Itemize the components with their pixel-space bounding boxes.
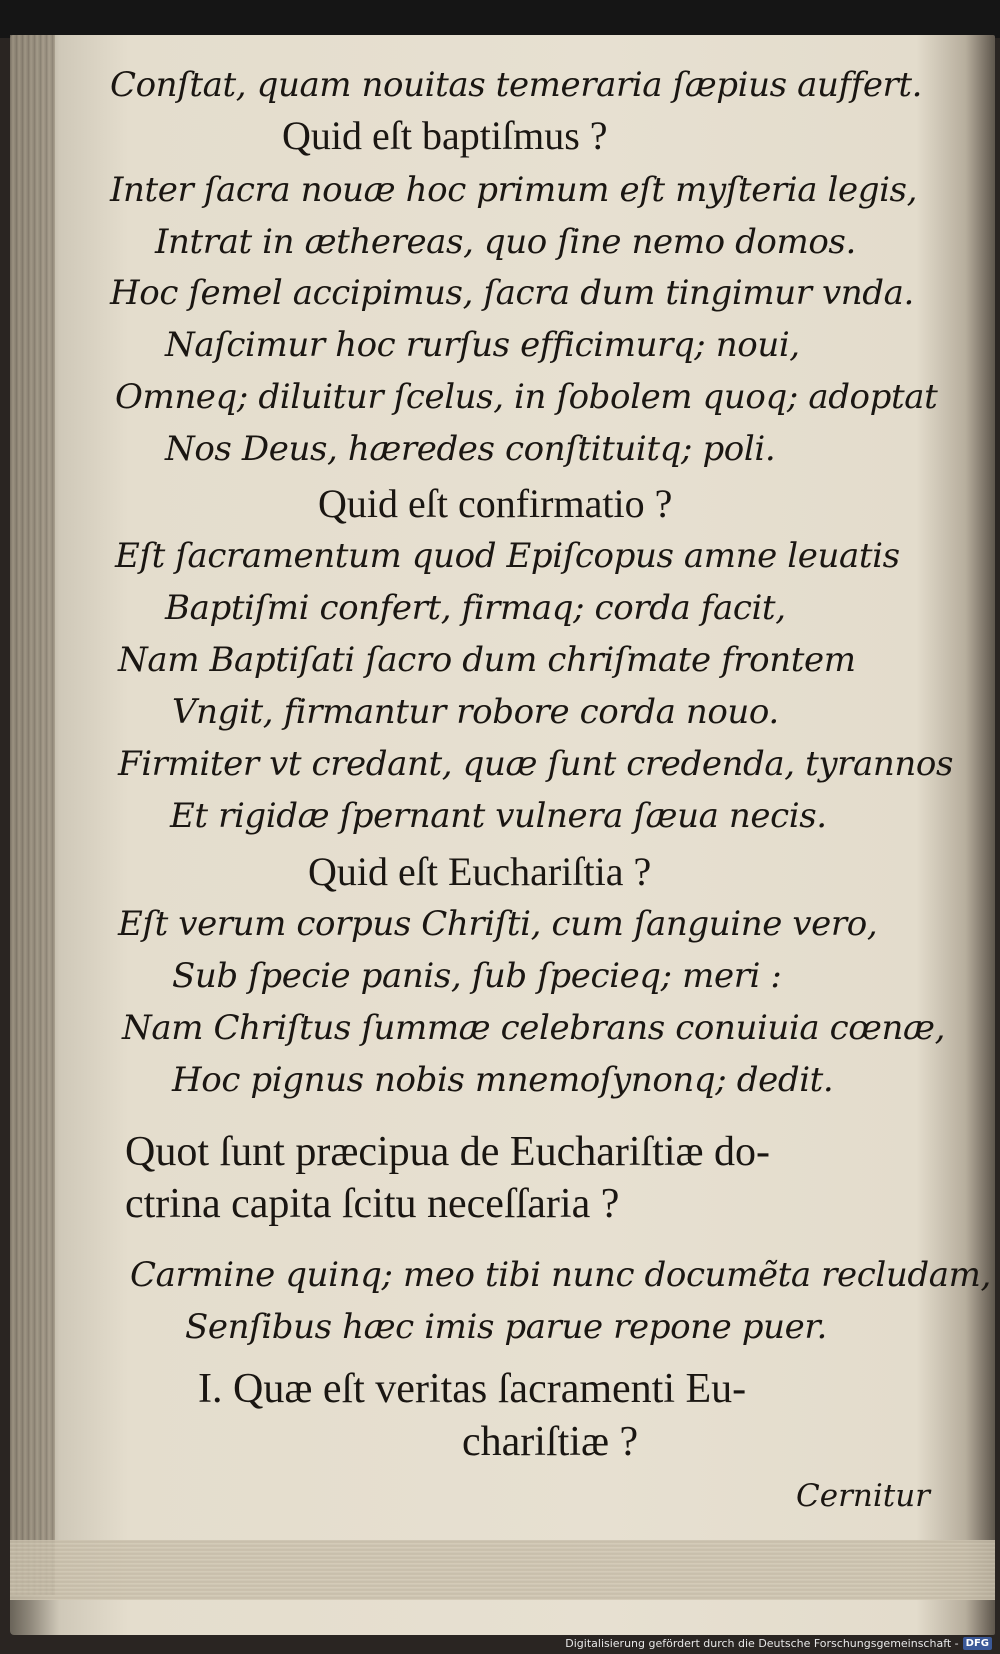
digitization-footer <box>565 1634 992 1652</box>
question-heading-cont: ctrina capita ſcitu neceſſaria ? <box>125 1181 620 1227</box>
numbered-question-heading: I. Quæ eſt veritas ſacramenti Eu- <box>198 1366 747 1412</box>
text-line: Hoc pignus nobis mnemoſynonq; dedit. <box>172 1060 834 1100</box>
text-line: Sub ſpecie panis, ſub ſpecieq; meri : <box>172 956 782 996</box>
text-line: Hoc ſemel accipimus, ſacra dum tingimur vnda. <box>110 273 914 313</box>
text-line: Nam Baptiſati ſacro dum chriſmate frontem <box>118 640 856 680</box>
section-heading-baptismus: Quid eſt baptiſmus ? <box>282 113 608 158</box>
text-line: Carmine quinq; meo tibi nunc documẽta recludam, <box>130 1255 991 1295</box>
catchword: Cernitur <box>796 1478 931 1514</box>
section-heading-eucharistia: Quid eſt Euchariſtia ? <box>308 849 652 894</box>
section-heading-confirmatio: Quid eſt confirmatio ? <box>318 481 673 526</box>
text-line: Omneq; diluitur ſcelus, in ſobolem quoq; adoptat <box>115 377 938 417</box>
text-line: Senſibus hæc imis parue repone puer. <box>185 1307 827 1347</box>
footer-credit: Digitalisierung gefördert durch die Deutsche Forschungsgemeinschaft - <box>565 1636 959 1650</box>
text-line: Firmiter vt credant, quæ ſunt credenda, tyrannos <box>118 744 954 784</box>
text-line: Nam Chriſtus ſummæ celebrans conuiuia cœnæ, <box>122 1008 945 1048</box>
text-line: Nos Deus, hæredes conſtituitq; poli. <box>165 429 776 469</box>
text-line: Conſtat, quam nouitas temeraria ſæpius auffert. <box>110 65 923 105</box>
text-line: Naſcimur hoc rurſus efficimurq; noui, <box>165 325 800 365</box>
text-line: Eſt verum corpus Chriſti, cum ſanguine vero, <box>118 904 878 944</box>
text-line: Vngit, firmantur robore corda nouo. <box>172 692 779 732</box>
text-line: Baptiſmi confert, firmaq; corda facit, <box>165 588 786 628</box>
text-line: Intrat in æthereas, quo ſine nemo domos. <box>155 222 856 262</box>
text-line: Et rigidæ ſpernant vulnera ſæua necis. <box>170 796 827 836</box>
text-line: Inter ſacra nouæ hoc primum eſt myſteria legis, <box>110 170 918 210</box>
question-heading: Quot ſunt præcipua de Euchariſtiæ do- <box>125 1129 771 1175</box>
text-line: Eſt ſacramentum quod Epiſcopus amne leuatis <box>115 536 900 576</box>
numbered-question-heading-cont: chariſtiæ ? <box>462 1419 639 1465</box>
dfg-logo-icon: DFG <box>963 1637 992 1650</box>
